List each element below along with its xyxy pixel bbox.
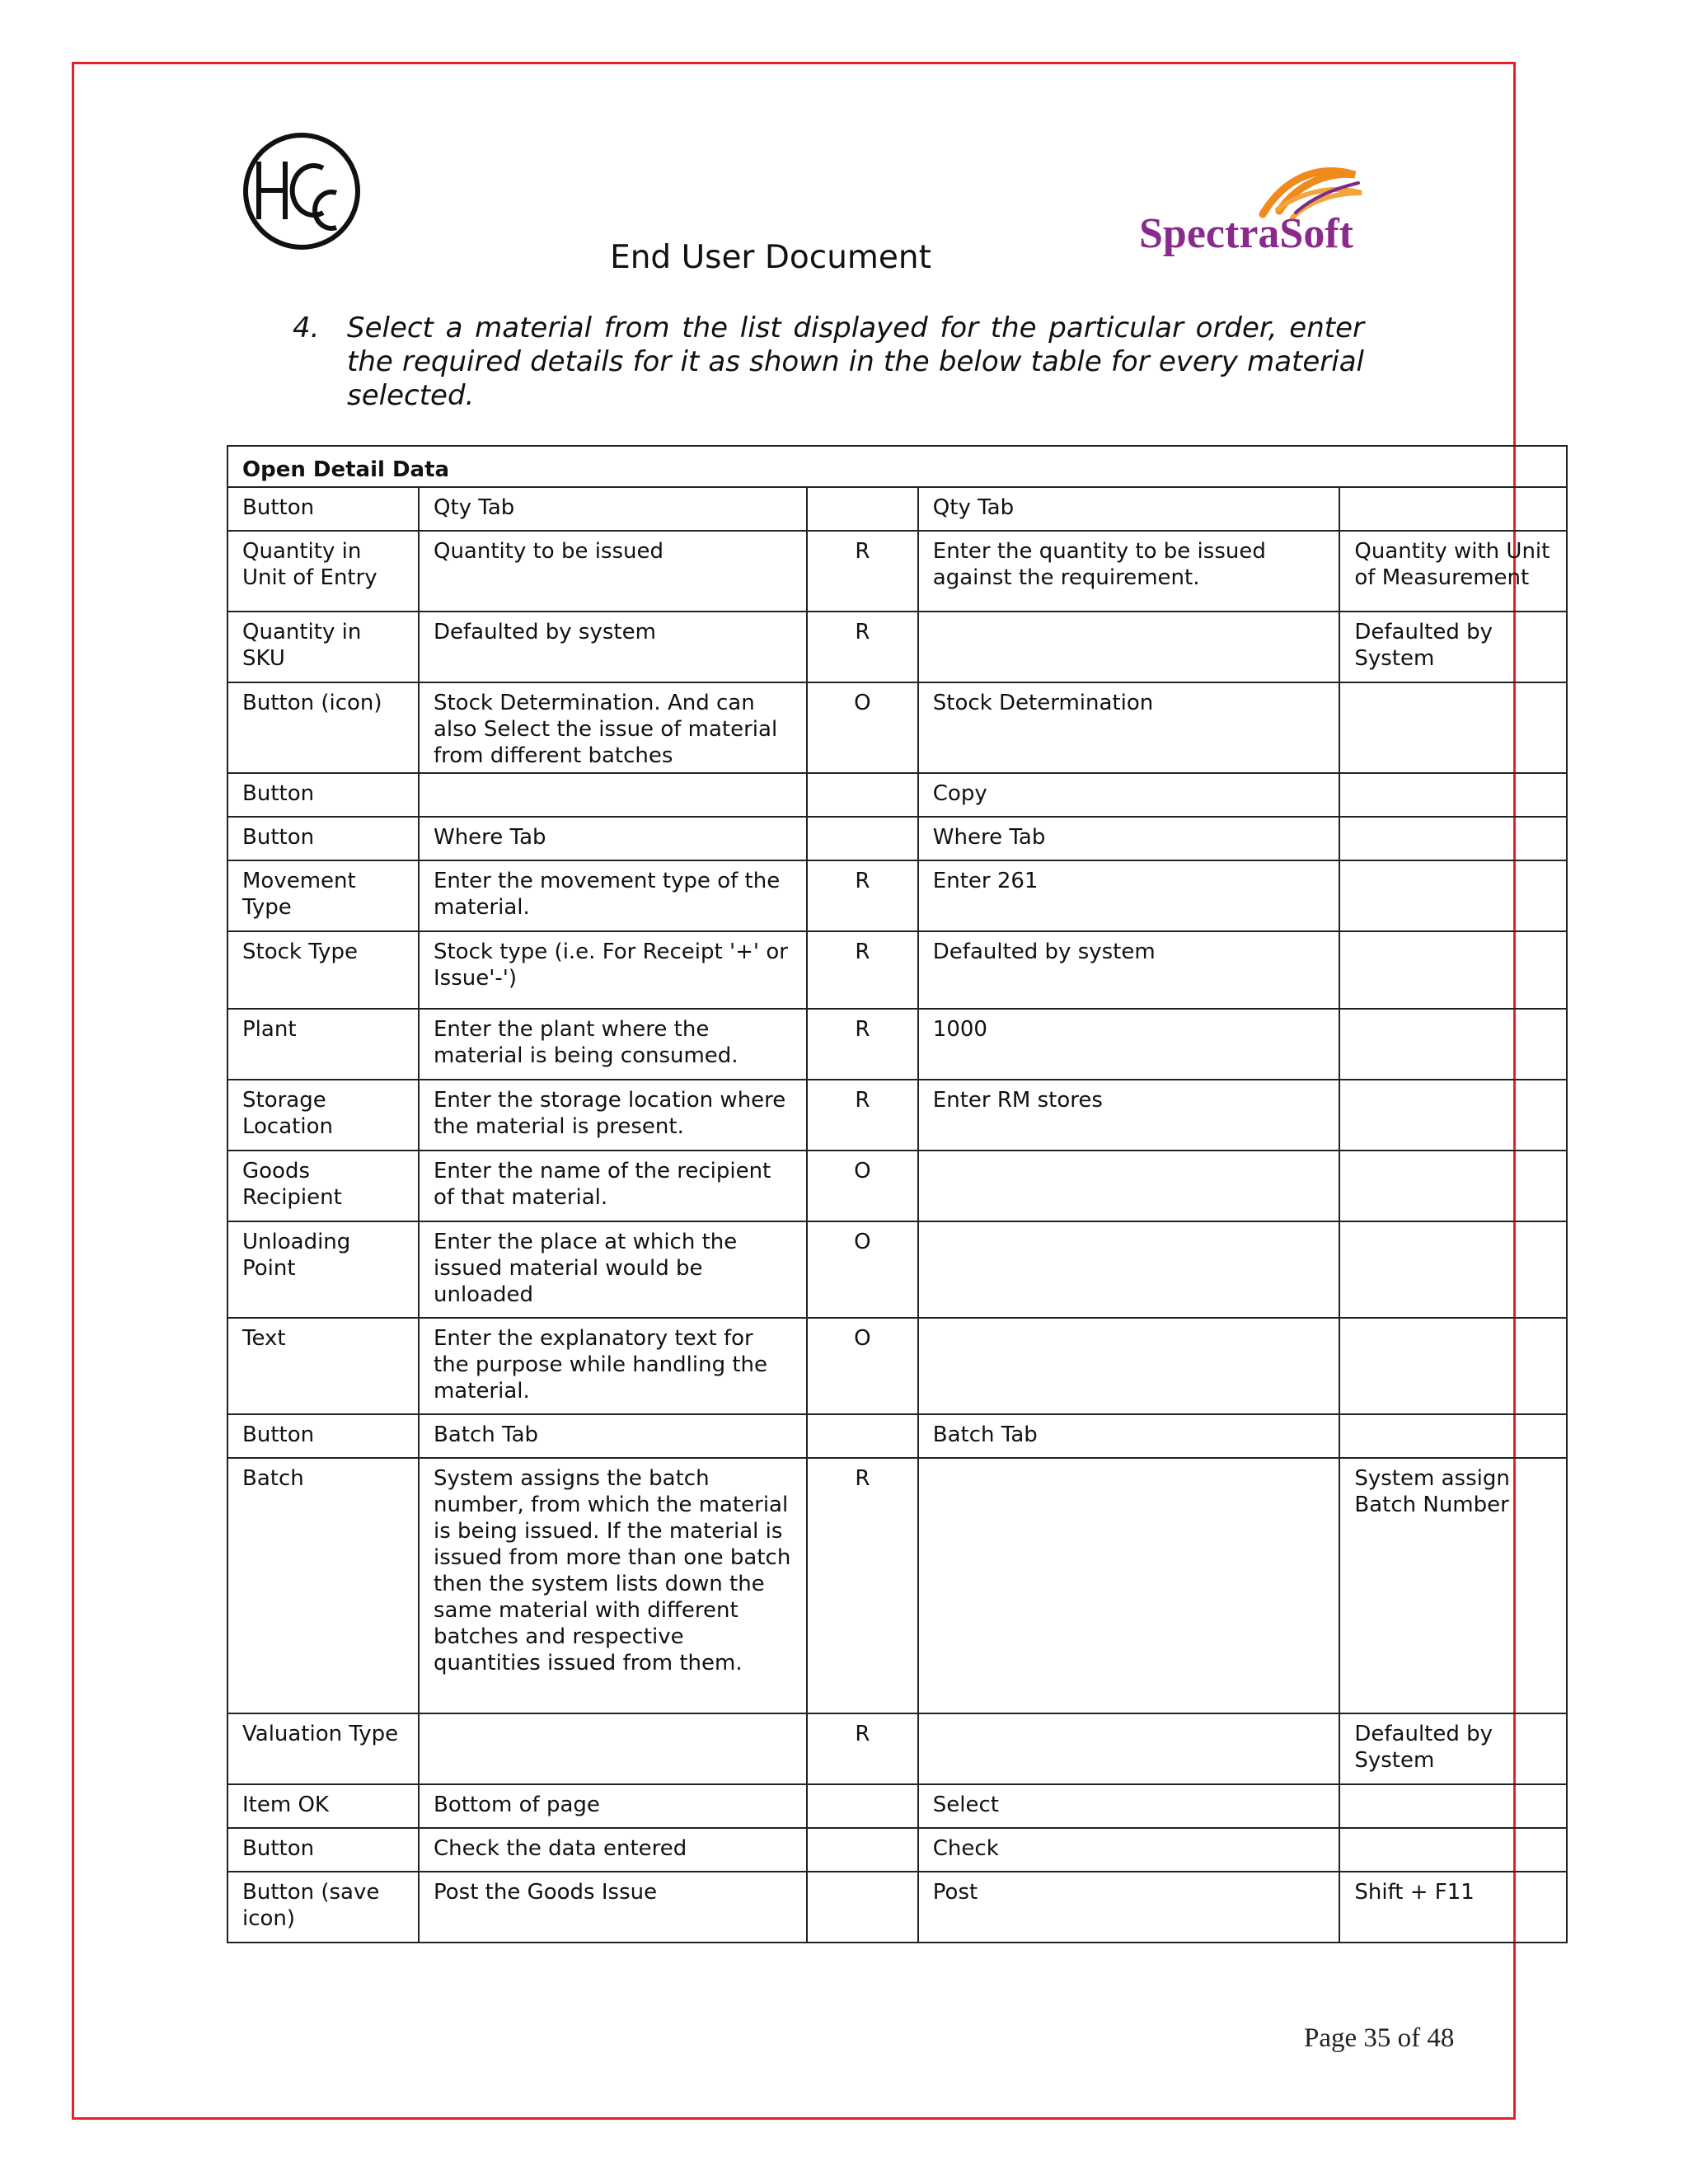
cell-field-name: Stock Type: [227, 931, 419, 1009]
cell-field-name: Button: [227, 1414, 419, 1458]
cell-description: Defaulted by system: [419, 612, 807, 682]
table-row: [227, 1151, 1567, 1221]
cell-requirement: R: [807, 1009, 918, 1080]
cell-description: Batch Tab: [419, 1414, 807, 1458]
hcc-logo: [241, 130, 363, 252]
cell-remark: [1339, 1784, 1567, 1828]
table-heading-row: [227, 446, 1567, 487]
cell-description: System assigns the batch number, from which the material is being issued. If the material is issued from more than one batch then the system lists down the same material with different batches and respective quantities issued from them.: [419, 1458, 807, 1713]
cell-field-name: Valuation Type: [227, 1713, 419, 1784]
cell-field-name: Quantity in Unit of Entry: [227, 531, 419, 612]
cell-field-name: Button: [227, 487, 419, 531]
cell-requirement: R: [807, 1713, 918, 1784]
cell-action: Batch Tab: [918, 1414, 1340, 1458]
cell-requirement: [807, 773, 918, 817]
cell-description: Post the Goods Issue: [419, 1872, 807, 1943]
cell-requirement: O: [807, 1151, 918, 1221]
cell-requirement: [807, 817, 918, 860]
table-row: [227, 860, 1567, 931]
page-number: Page 35 of 48: [1304, 2023, 1455, 2053]
cell-field-name: Button: [227, 817, 419, 860]
table-row: [227, 1221, 1567, 1318]
table-row: [227, 1080, 1567, 1151]
cell-requirement: [807, 1872, 918, 1943]
table-row: [227, 817, 1567, 860]
cell-remark: [1339, 1828, 1567, 1872]
open-detail-data-table: [227, 445, 1568, 1943]
cell-action: Where Tab: [918, 817, 1340, 860]
cell-requirement: R: [807, 531, 918, 612]
cell-action: [918, 1458, 1340, 1713]
cell-action: Copy: [918, 773, 1340, 817]
cell-action: Enter RM stores: [918, 1080, 1340, 1151]
instruction-step: [293, 312, 1364, 413]
cell-action: [918, 1318, 1340, 1414]
table-row: [227, 612, 1567, 682]
cell-description: Check the data entered: [419, 1828, 807, 1872]
cell-action: Check: [918, 1828, 1340, 1872]
cell-field-name: Quantity in SKU: [227, 612, 419, 682]
cell-remark: [1339, 487, 1567, 531]
cell-action: [918, 1221, 1340, 1318]
cell-remark: [1339, 682, 1567, 773]
table-row: [227, 1828, 1567, 1872]
cell-field-name: Text: [227, 1318, 419, 1414]
cell-remark: [1339, 860, 1567, 931]
cell-requirement: R: [807, 1458, 918, 1713]
cell-field-name: Button: [227, 773, 419, 817]
cell-requirement: [807, 1828, 918, 1872]
cell-field-name: Plant: [227, 1009, 419, 1080]
cell-requirement: [807, 1784, 918, 1828]
cell-action: Stock Determination: [918, 682, 1340, 773]
cell-field-name: Button: [227, 1828, 419, 1872]
cell-remark: [1339, 1151, 1567, 1221]
cell-remark: Defaulted by System: [1339, 1713, 1567, 1784]
cell-description: Enter the plant where the material is being consumed.: [419, 1009, 807, 1080]
cell-description: [419, 1713, 807, 1784]
table-row: [227, 1784, 1567, 1828]
cell-description: Enter the explanatory text for the purpose while handling the material.: [419, 1318, 807, 1414]
cell-requirement: [807, 1414, 918, 1458]
cell-action: [918, 1713, 1340, 1784]
cell-field-name: Movement Type: [227, 860, 419, 931]
cell-field-name: Storage Location: [227, 1080, 419, 1151]
cell-field-name: Goods Recipient: [227, 1151, 419, 1221]
cell-remark: [1339, 773, 1567, 817]
cell-requirement: [807, 487, 918, 531]
cell-action: Defaulted by system: [918, 931, 1340, 1009]
cell-action: Qty Tab: [918, 487, 1340, 531]
cell-action: [918, 612, 1340, 682]
table-row: [227, 1414, 1567, 1458]
cell-remark: [1339, 817, 1567, 860]
cell-description: Enter the storage location where the material is present.: [419, 1080, 807, 1151]
cell-remark: Shift + F11: [1339, 1872, 1567, 1943]
cell-action: [918, 1151, 1340, 1221]
cell-action: Enter the quantity to be issued against the requirement.: [918, 531, 1340, 612]
cell-remark: Defaulted by System: [1339, 612, 1567, 682]
cell-remark: [1339, 1414, 1567, 1458]
document-title: End User Document: [610, 239, 931, 276]
cell-description: Stock type (i.e. For Receipt '+' or Issue'-'): [419, 931, 807, 1009]
table-row: [227, 682, 1567, 773]
cell-action: Post: [918, 1872, 1340, 1943]
cell-description: Enter the name of the recipient of that material.: [419, 1151, 807, 1221]
cell-remark: [1339, 1080, 1567, 1151]
cell-description: Bottom of page: [419, 1784, 807, 1828]
cell-requirement: R: [807, 860, 918, 931]
cell-action: Enter 261: [918, 860, 1340, 931]
cell-action: 1000: [918, 1009, 1340, 1080]
cell-field-name: Item OK: [227, 1784, 419, 1828]
table-row: [227, 1713, 1567, 1784]
cell-description: Enter the place at which the issued material would be unloaded: [419, 1221, 807, 1318]
table-row: [227, 1009, 1567, 1080]
cell-description: Enter the movement type of the material.: [419, 860, 807, 931]
cell-requirement: O: [807, 682, 918, 773]
cell-requirement: R: [807, 612, 918, 682]
cell-description: Quantity to be issued: [419, 531, 807, 612]
table-heading: Open Detail Data: [227, 446, 1567, 487]
table-row: [227, 773, 1567, 817]
cell-requirement: R: [807, 1080, 918, 1151]
table-row: [227, 1318, 1567, 1414]
cell-field-name: Batch: [227, 1458, 419, 1713]
cell-requirement: R: [807, 931, 918, 1009]
cell-description: Where Tab: [419, 817, 807, 860]
cell-requirement: O: [807, 1318, 918, 1414]
cell-remark: [1339, 1318, 1567, 1414]
cell-action: Select: [918, 1784, 1340, 1828]
cell-remark: [1339, 931, 1567, 1009]
table-row: [227, 1872, 1567, 1943]
cell-description: [419, 773, 807, 817]
cell-remark: [1339, 1221, 1567, 1318]
cell-remark: System assign Batch Number: [1339, 1458, 1567, 1713]
step-text: Select a material from the list displayed for the particular order, enter the required details for it as shown in the below table for every material selected.: [347, 312, 1364, 412]
cell-remark: Quantity with Unit of Measurement: [1339, 531, 1567, 612]
cell-field-name: Unloading Point: [227, 1221, 419, 1318]
table-row: [227, 1458, 1567, 1713]
table-row: [227, 487, 1567, 531]
cell-description: Qty Tab: [419, 487, 807, 531]
table-row: [227, 931, 1567, 1009]
cell-field-name: Button (save icon): [227, 1872, 419, 1943]
cell-remark: [1339, 1009, 1567, 1080]
svg-text:SpectraSoft: SpectraSoft: [1139, 210, 1353, 257]
step-number: 4.: [293, 312, 320, 344]
cell-field-name: Button (icon): [227, 682, 419, 773]
cell-description: Stock Determination. And can also Select the issue of material from different batches: [419, 682, 807, 773]
table-row: [227, 531, 1567, 612]
cell-requirement: O: [807, 1221, 918, 1318]
